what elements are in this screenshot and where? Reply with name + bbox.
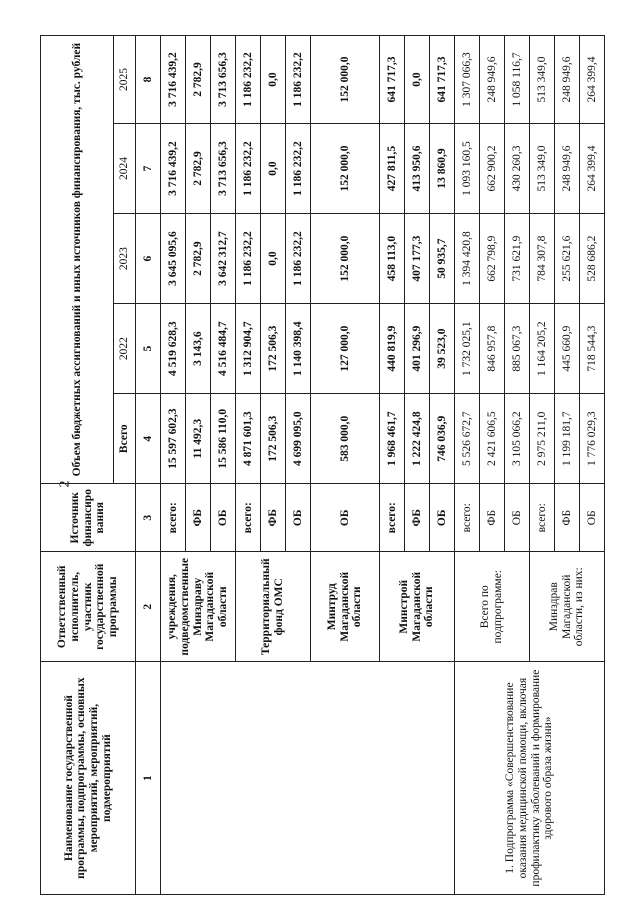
value-cell: 1 732 025,1 bbox=[455, 304, 480, 394]
col-number: 4 bbox=[136, 394, 161, 484]
col-number: 1 bbox=[136, 662, 161, 895]
source-cell: ОБ bbox=[430, 484, 455, 552]
value-cell: 1 186 232,2 bbox=[286, 214, 311, 304]
value-cell: 885 067,3 bbox=[505, 304, 530, 394]
col-number: 2 bbox=[136, 552, 161, 662]
source-cell: ФБ bbox=[480, 484, 505, 552]
value-cell: 50 935,7 bbox=[430, 214, 455, 304]
value-cell: 248 949,6 bbox=[480, 36, 505, 124]
value-cell: 427 811,5 bbox=[380, 123, 405, 213]
value-cell: 1 186 232,2 bbox=[236, 123, 261, 213]
value-cell: 641 717,3 bbox=[380, 36, 405, 124]
value-cell: 152 000,0 bbox=[311, 36, 380, 124]
value-cell: 4 519 628,3 bbox=[161, 304, 186, 394]
value-cell: 5 526 672,7 bbox=[455, 394, 480, 484]
value-cell: 458 113,0 bbox=[380, 214, 405, 304]
value-cell: 746 036,9 bbox=[430, 394, 455, 484]
header-responsible: Ответственный исполнитель, участник государственной программы bbox=[41, 552, 136, 662]
value-cell: 3 642 312,7 bbox=[211, 214, 236, 304]
subprogram-1-name: 1. Подпрограмма «Совершенствование оказания медицинской помощи, включая профилактику заболеваний и формирование здорового образа жизни» bbox=[455, 662, 605, 895]
value-cell: 662 900,2 bbox=[480, 123, 505, 213]
value-cell: 172 506,3 bbox=[261, 304, 286, 394]
header-total: Всего bbox=[114, 394, 136, 484]
value-cell: 4 871 601,3 bbox=[236, 394, 261, 484]
source-cell: всего: bbox=[161, 484, 186, 552]
header-year-2022: 2022 bbox=[114, 304, 136, 394]
value-cell: 1 186 232,2 bbox=[236, 214, 261, 304]
value-cell: 15 597 602,3 bbox=[161, 394, 186, 484]
program-cell-empty bbox=[161, 662, 455, 895]
col-number: 7 bbox=[136, 123, 161, 213]
value-cell: 413 950,6 bbox=[405, 123, 430, 213]
value-cell: 0,0 bbox=[261, 214, 286, 304]
value-cell: 264 399,4 bbox=[580, 123, 605, 213]
value-cell: 1 186 232,2 bbox=[286, 123, 311, 213]
value-cell: 430 260,3 bbox=[505, 123, 530, 213]
value-cell: 407 177,3 bbox=[405, 214, 430, 304]
value-cell: 2 782,9 bbox=[186, 123, 211, 213]
value-cell: 4 699 095,0 bbox=[286, 394, 311, 484]
source-cell: ФБ bbox=[405, 484, 430, 552]
value-cell: 0,0 bbox=[261, 36, 286, 124]
responsible-cell: Минстрой Магаданской области bbox=[380, 552, 455, 662]
source-cell: ФБ bbox=[555, 484, 580, 552]
value-cell: 1 199 181,7 bbox=[555, 394, 580, 484]
value-cell: 731 621,9 bbox=[505, 214, 530, 304]
value-cell: 3 716 439,2 bbox=[161, 36, 186, 124]
page-number: 2 bbox=[57, 480, 73, 488]
value-cell: 1 093 160,5 bbox=[455, 123, 480, 213]
value-cell: 255 621,6 bbox=[555, 214, 580, 304]
value-cell: 2 782,9 bbox=[186, 214, 211, 304]
col-number: 6 bbox=[136, 214, 161, 304]
value-cell: 662 798,9 bbox=[480, 214, 505, 304]
value-cell: 1 164 205,2 bbox=[530, 304, 555, 394]
value-cell: 583 000,0 bbox=[311, 394, 380, 484]
value-cell: 39 523,0 bbox=[430, 304, 455, 394]
responsible-cell: Минздрав Магаданской области, из них: bbox=[530, 552, 605, 662]
value-cell: 784 307,8 bbox=[530, 214, 555, 304]
value-cell: 440 819,9 bbox=[380, 304, 405, 394]
value-cell: 3 716 439,2 bbox=[161, 123, 186, 213]
value-cell: 152 000,0 bbox=[311, 214, 380, 304]
value-cell: 401 296,9 bbox=[405, 304, 430, 394]
value-cell: 2 975 211,0 bbox=[530, 394, 555, 484]
value-cell: 1 312 904,7 bbox=[236, 304, 261, 394]
value-cell: 3 713 656,3 bbox=[211, 123, 236, 213]
value-cell: 3 143,6 bbox=[186, 304, 211, 394]
value-cell: 2 421 606,5 bbox=[480, 394, 505, 484]
value-cell: 1 058 116,7 bbox=[505, 36, 530, 124]
value-cell: 264 399,4 bbox=[580, 36, 605, 124]
value-cell: 528 686,2 bbox=[580, 214, 605, 304]
value-cell: 1 186 232,2 bbox=[236, 36, 261, 124]
value-cell: 641 717,3 bbox=[430, 36, 455, 124]
value-cell: 2 782,9 bbox=[186, 36, 211, 124]
responsible-cell: учреждения, подведомственные Минздраву Магаданской области bbox=[161, 552, 236, 662]
responsible-cell: Всего по подпрограмме: bbox=[455, 552, 530, 662]
value-cell: 1 394 420,8 bbox=[455, 214, 480, 304]
value-cell: 718 544,3 bbox=[580, 304, 605, 394]
rotated-table-container bbox=[40, 35, 598, 895]
source-cell: ФБ bbox=[186, 484, 211, 552]
header-funding-group: Объем бюджетных ассигнований и иных источников финансирования, тыс. рублей bbox=[41, 36, 114, 484]
source-cell: всего: bbox=[455, 484, 480, 552]
value-cell: 4 516 484,7 bbox=[211, 304, 236, 394]
source-cell: всего: bbox=[380, 484, 405, 552]
header-source: Источник финансиро вания bbox=[41, 484, 136, 552]
source-cell: всего: bbox=[530, 484, 555, 552]
value-cell: 1 140 398,4 bbox=[286, 304, 311, 394]
value-cell: 513 349,0 bbox=[530, 123, 555, 213]
value-cell: 513 349,0 bbox=[530, 36, 555, 124]
value-cell: 248 949,6 bbox=[555, 123, 580, 213]
value-cell: 1 968 461,7 bbox=[380, 394, 405, 484]
source-cell: ОБ bbox=[286, 484, 311, 552]
value-cell: 3 713 656,3 bbox=[211, 36, 236, 124]
value-cell: 3 105 066,2 bbox=[505, 394, 530, 484]
source-cell: ОБ bbox=[580, 484, 605, 552]
value-cell: 1 186 232,2 bbox=[286, 36, 311, 124]
header-program-name: Наименование государственной программы, подпрограммы, основных мероприятий, мероприятий, подмероприятий bbox=[41, 662, 136, 895]
source-cell: ОБ bbox=[311, 484, 380, 552]
value-cell: 172 506,3 bbox=[261, 394, 286, 484]
header-year-2025: 2025 bbox=[114, 36, 136, 124]
responsible-cell: Минтруд Магаданской области bbox=[311, 552, 380, 662]
value-cell: 15 586 110,0 bbox=[211, 394, 236, 484]
value-cell: 1 222 424,8 bbox=[405, 394, 430, 484]
value-cell: 846 957,8 bbox=[480, 304, 505, 394]
source-cell: всего: bbox=[236, 484, 261, 552]
funding-table bbox=[40, 35, 605, 895]
value-cell: 248 949,6 bbox=[555, 36, 580, 124]
value-cell: 3 645 095,6 bbox=[161, 214, 186, 304]
value-cell: 13 860,9 bbox=[430, 123, 455, 213]
value-cell: 152 000,0 bbox=[311, 123, 380, 213]
col-number: 8 bbox=[136, 36, 161, 124]
value-cell: 0,0 bbox=[261, 123, 286, 213]
responsible-cell: Территориальный фонд ОМС bbox=[236, 552, 311, 662]
value-cell: 445 660,9 bbox=[555, 304, 580, 394]
value-cell: 127 000,0 bbox=[311, 304, 380, 394]
value-cell: 11 492,3 bbox=[186, 394, 211, 484]
col-number: 3 bbox=[136, 484, 161, 552]
value-cell: 1 307 066,3 bbox=[455, 36, 480, 124]
header-year-2024: 2024 bbox=[114, 123, 136, 213]
col-number: 5 bbox=[136, 304, 161, 394]
source-cell: ОБ bbox=[505, 484, 530, 552]
source-cell: ОБ bbox=[211, 484, 236, 552]
header-year-2023: 2023 bbox=[114, 214, 136, 304]
source-cell: ФБ bbox=[261, 484, 286, 552]
value-cell: 1 776 029,3 bbox=[580, 394, 605, 484]
value-cell: 0,0 bbox=[405, 36, 430, 124]
